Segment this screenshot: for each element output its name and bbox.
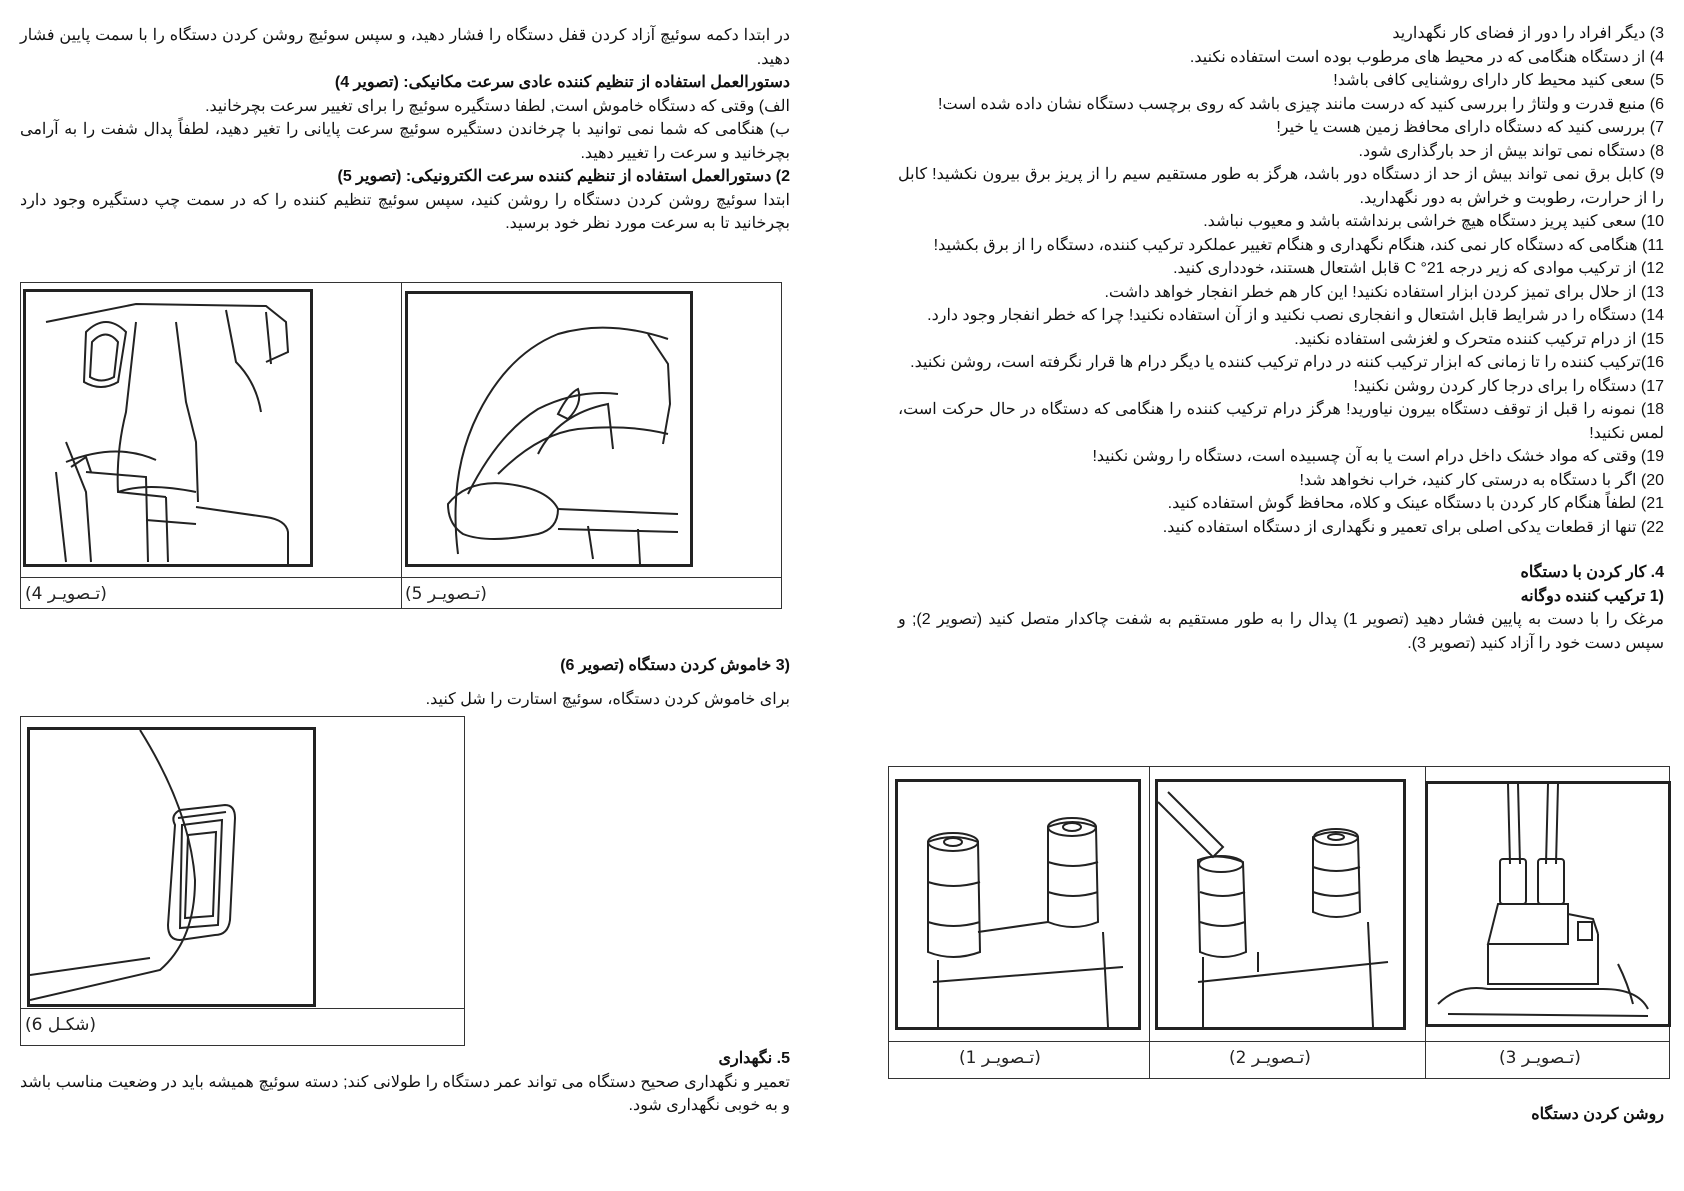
intro-paragraph: در ابتدا دکمه سوئیچ آزاد کردن قفل دستگاه را فشار دهید، و سپس سوئیچ روشن کردن دستگاه را با سمت پایین فشار دهید.: [20, 27, 790, 68]
maintenance-text: تعمیر و نگهداری صحیح دستگاه می تواند عمر دستگاه را طولانی کند; دسته سوئیچ همیشه باید در وضعیت مناسب باشد و به خوبی نگهداری شود.: [20, 1073, 790, 1114]
power-on-section: [898, 1103, 1664, 1127]
safety-item: 3) دیگر افراد را دور از فضای کار نگهدارید: [1392, 25, 1664, 42]
mechanical-step-b: ب) هنگامی که شما نمی توانید با چرخاندن دستگیره سوئیچ سرعت پایانی را تغیر دهید، لطفاً پدال شفت را به آرامی بچرخانید و سرعت را تغییر دهید.: [20, 121, 791, 162]
safety-item: 18) نمونه را قبل از توقف دستگاه بیرون نیاورید! هرگز درام ترکیب کننده را هنگامی که دستگاه در حال حرکت است، لمس نکنید!: [898, 401, 1665, 442]
safety-item: 11) هنگامی که دستگاه کار نمی کند، هنگام نگهداری و هنگام تغییر عملکرد ترکیب کننده، دستگاه را از برق بکشید!: [933, 236, 1664, 254]
pedal-insert-drawing: [1158, 782, 1403, 1027]
safety-item: 16)ترکیب کننده را تا زمانی که ابزار ترکیب کننه در درام ترکیب کننده یا دیگر درام ها قرار نگرفته است، روشن نکنید.: [910, 354, 1664, 371]
figure-divider: [401, 283, 402, 608]
safety-item: 9) کابل برق نمی تواند بیش از حد از دستگاه دور باشد، هرگز به طور مستقیم سیم را از پریز برق بیرون نکشید! کابل را از حرارت، رطوبت و خراش به دور نگهدارید.: [898, 166, 1664, 207]
safety-item: 10) سعی کنید پریز دستگاه هیچ خراشی برنداشته باشد و معیوب نباشد.: [1203, 213, 1664, 230]
figure-4-image: [23, 289, 313, 567]
safety-item: 15) از درام ترکیب کننده متحرک و لغزشی استفاده نکنید.: [1294, 330, 1664, 348]
caption-divider: [889, 1041, 1669, 1042]
turn-off-section: [20, 654, 790, 711]
figure-4-5-box: [20, 282, 782, 609]
safety-item: 17) دستگاه را برای درجا کار کردن روشن نکنید!: [1353, 377, 1664, 395]
power-on-heading: روشن کردن دستگاه: [1531, 1106, 1664, 1123]
maintenance-section: [20, 1047, 790, 1118]
right-page: [898, 22, 1664, 655]
figure-3-image: [1425, 781, 1671, 1027]
figure-divider: [1149, 767, 1150, 1078]
mechanical-speed-heading: دستورالعمل استفاده از تنظیم کننده عادی سرعت مکانیکی: (تصویر 4): [334, 74, 790, 91]
figure-6-caption: (شکـل 6): [25, 1015, 96, 1035]
safety-item: 12) از ترکیب موادی که زیر درجه 21° C قابل اشتعال هستند، خودداری کنید.: [1173, 260, 1664, 277]
section-4-heading: 4. کار کردن با دستگاه: [1520, 564, 1664, 581]
figure-5-image: [405, 291, 693, 567]
figure-2-caption: (تـصویـر 2): [1229, 1048, 1311, 1068]
safety-item: 22) تنها از قطعات یدکی اصلی برای تعمیر و نگهداری از دستگاه استفاده کنید.: [1162, 518, 1664, 536]
caption-divider: [21, 1008, 464, 1009]
mechanical-step-a: الف) وقتی که دستگاه خاموش است, لطفا دستگیره سوئیچ را برای تغییر سرعت بچرخانید.: [205, 97, 790, 115]
electronic-speed-text: ابتدا سوئیچ روشن کردن دستگاه را روشن کنید، سپس سوئیچ تنظیم کننده را که در سمت چپ دستگیره وجود دارد بچرخانید تا به سرعت مورد نظر خود برسید.: [20, 191, 791, 232]
turn-off-heading: (3 خاموش کردن دستگاه (تصویر 6): [560, 657, 790, 674]
electronic-switch-drawing: [408, 294, 690, 564]
figure-3-caption: (تـصویـر 3): [1499, 1048, 1581, 1068]
safety-item: 14) دستگاه را در شرایط قابل اشتعال و انفجاری نصب نکنید و از آن استفاده نکنید! چرا که خطر انفجار وجود دارد.: [927, 307, 1664, 324]
caption-divider: [21, 577, 781, 578]
safety-item: 5) سعی کنید محیط کار دارای روشنایی کافی باشد!: [1333, 72, 1664, 89]
figure-6-box: [20, 716, 465, 1046]
double-mixer-text: مرغک را با دست به پایین فشار دهید (تصویر 1) پدال را به طور مستقیم به شفت چاکدار متصل کنید (تصویر 2); و سپس دست خود را آزاد کنید (تصویر 3).: [898, 611, 1664, 652]
electronic-speed-heading: 2) دستورالعمل استفاده از تنظیم کننده سرعت الکترونیکی: (تصویر 5): [337, 168, 790, 185]
turn-off-text: برای خاموش کردن دستگاه، سوئیچ استارت را شل کنید.: [425, 690, 790, 708]
pedal-socket-drawing: [898, 782, 1138, 1027]
left-page: [20, 24, 790, 236]
safety-item: 8) دستگاه نمی تواند بیش از حد بارگذاری شود.: [1358, 142, 1664, 160]
safety-item: 19) وقتی که مواد خشک داخل درام است یا به آن چسبیده است، دستگاه را روشن نکنید!: [1092, 448, 1664, 465]
safety-item: 6) منبع قدرت و ولتاژ را بررسی کنید که درست مانند چیزی باشد که روی برچسب دستگاه نشان داده شده است!: [938, 95, 1664, 113]
safety-item: 4) از دستگاه هنگامی که در محیط های مرطوب بوده است استفاده نکنید.: [1189, 48, 1664, 66]
mixer-handle-drawing: [26, 292, 310, 564]
maintenance-heading: 5. نگهداری: [718, 1050, 790, 1067]
safety-item: 7) بررسی کنید که دستگاه دارای محافظ زمین هست یا خیر!: [1276, 119, 1664, 136]
start-switch-drawing: [30, 730, 313, 1004]
safety-item: 13) از حلال برای تمیز کردن ابزار استفاده نکنید! این کار هم خطر انفجار خواهد داشت.: [1104, 283, 1664, 301]
figure-6-image: [27, 727, 316, 1007]
mixer-release-drawing: [1428, 784, 1668, 1024]
safety-item: 20) اگر با دستگاه به درستی کار کنید، خراب نخواهد شد!: [1299, 471, 1664, 489]
safety-item: 21) لطفاً هنگام کار کردن با دستگاه عینک و کلاه، محافظ گوش استفاده کنید.: [1167, 495, 1664, 512]
figure-4-caption: (تـصویـر 4): [25, 584, 107, 604]
figure-2-image: [1155, 779, 1406, 1030]
figure-1-3-box: [888, 766, 1670, 1079]
figure-5-caption: (تـصویـر 5): [405, 584, 487, 604]
figure-1-image: [895, 779, 1141, 1030]
figure-1-caption: (تـصویـر 1): [959, 1048, 1041, 1068]
double-mixer-heading: (1 ترکیب کننده دوگانه: [1520, 587, 1664, 605]
